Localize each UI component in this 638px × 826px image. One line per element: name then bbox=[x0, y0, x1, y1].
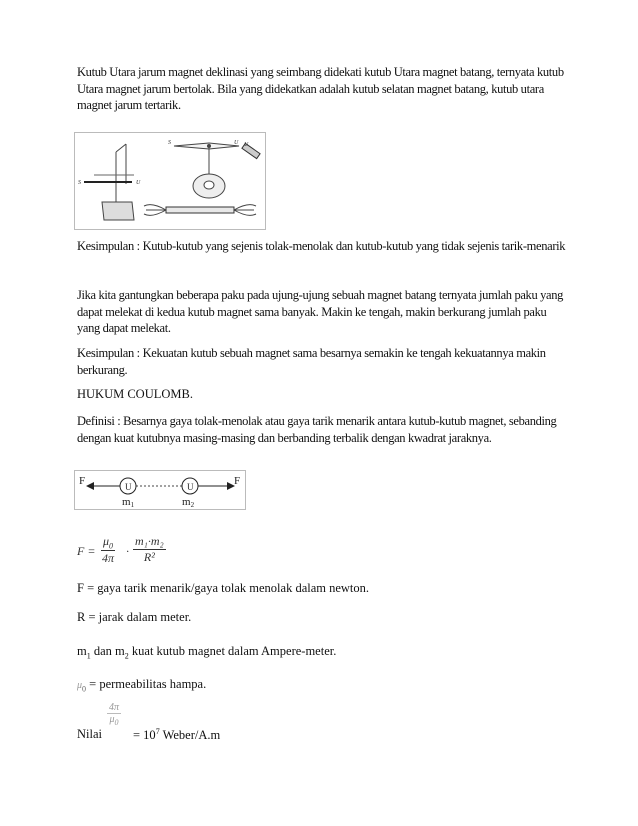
nilai-numerator: 4π bbox=[109, 702, 120, 713]
fraction-1-denominator: 4π bbox=[102, 551, 115, 566]
force-arrowhead-left bbox=[86, 482, 94, 490]
nails-paragraph: Jika kita gantungkan beberapa paku pada ujung-ujung sebuah magnet batang ternyata jumlah paku yang dapat melekat di kedua kutub magnet sama banyak. Makin ke tengah, makin berkurang jumlah paku yang dapat melekat. bbox=[77, 288, 564, 335]
formula-lhs: F = bbox=[77, 544, 96, 558]
force-label-left: F bbox=[79, 475, 86, 487]
bar-magnet-with-nails bbox=[144, 205, 256, 216]
mu-symbol: μ bbox=[103, 534, 110, 548]
coulomb-formula bbox=[77, 534, 187, 570]
definition-mu: $\mu_0$ = permeabilitas hampa. bbox=[77, 677, 207, 694]
coulomb-force-figure bbox=[74, 470, 246, 510]
definition-paragraph: Definisi : Besarnya gaya tolak-menolak atau gaya tarik menarik antara kutub-kutub magnet, sebanding dengan kuat kutubnya masing-masing dan berbanding terbalik dengan kwadrat jaraknya. bbox=[77, 414, 557, 445]
fraction-2-numerator: m₁·m₂ bbox=[135, 534, 164, 548]
mass-2-label: m2 bbox=[182, 496, 195, 509]
label-u-bar: U bbox=[244, 142, 249, 148]
formula-fraction-1 bbox=[101, 534, 115, 566]
fraction-2-denominator: R² bbox=[143, 550, 155, 564]
label-s-needle: S bbox=[168, 140, 171, 146]
formula-dot: · bbox=[126, 544, 129, 558]
conclusion-2: Kesimpulan : Kekuatan kutub sebuah magnet sama besarnya semakin ke tengah kekuatannya makin berkurang. bbox=[77, 346, 546, 377]
section-heading: HUKUM COULOMB. bbox=[77, 387, 193, 401]
label-s-left: S bbox=[78, 180, 81, 186]
nilai-label: Nilai bbox=[77, 727, 102, 741]
nilai-mu: μ bbox=[109, 714, 115, 725]
magnet-deflection-figure bbox=[74, 132, 266, 230]
nilai-fraction bbox=[107, 702, 121, 727]
compass-stand-left bbox=[84, 144, 134, 220]
nilai-value: = $10^7$ Weber/A.m bbox=[133, 727, 221, 743]
label-u-needle: U bbox=[234, 140, 239, 146]
nilai-mu-sub: 0 bbox=[114, 718, 119, 727]
force-label-right: F bbox=[234, 475, 241, 487]
label-u-left: U bbox=[136, 180, 141, 186]
compass-base bbox=[193, 174, 225, 198]
definition-f: F = gaya tarik menarik/gaya tolak menolak dalam newton. bbox=[77, 581, 370, 595]
pole-2-label: U bbox=[187, 482, 194, 492]
conclusion-1: Kesimpulan : Kutub-kutub yang sejenis tolak-menolak dan kutub-kutub yang tidak sejenis tarik-menarik bbox=[77, 239, 566, 253]
mu-subscript: 0 bbox=[109, 541, 114, 551]
compass-needle bbox=[174, 143, 239, 178]
nilai-line bbox=[77, 702, 377, 742]
definition-m: $m_1$ dan $m_2$ kuat kutub magnet dalam Ampere-meter. bbox=[77, 644, 337, 661]
pole-1-label: U bbox=[125, 482, 132, 492]
intro-paragraph: Kutub Utara jarum magnet deklinasi yang seimbang didekati kutub Utara magnet batang, ternyata kutub Utara magnet jarum bertolak. Bila yang didekatkan adalah kutub selatan magnet batang, kutub utara magnet jarum tertarik. bbox=[77, 65, 564, 112]
mass-1-label: m1 bbox=[122, 496, 135, 509]
formula-fraction-2 bbox=[133, 534, 166, 565]
definition-r: R = jarak dalam meter. bbox=[77, 610, 192, 624]
